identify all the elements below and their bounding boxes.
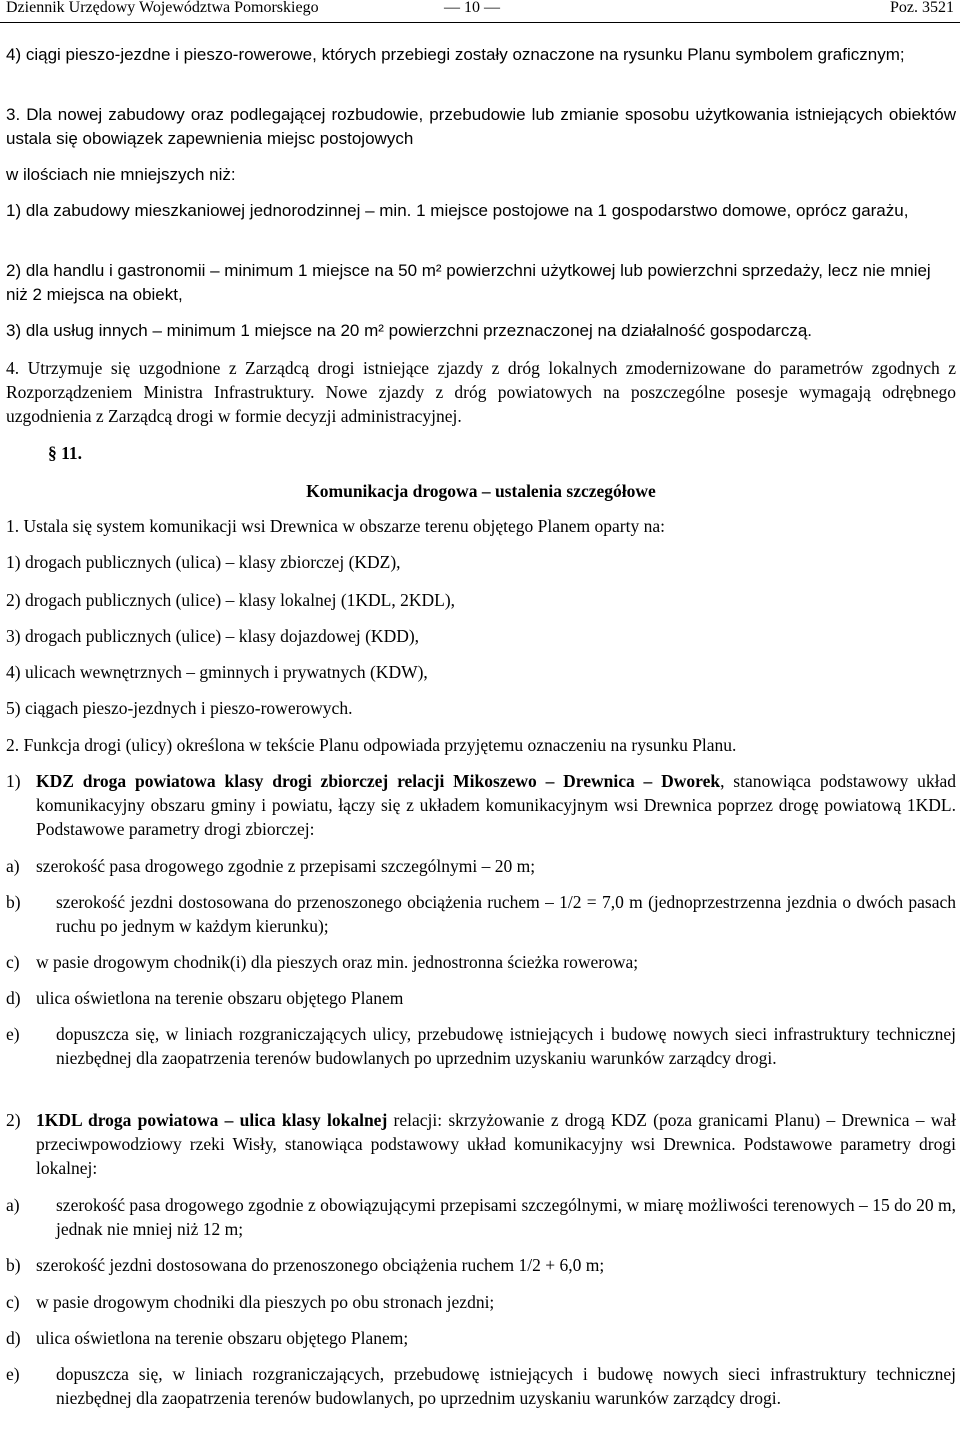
kdl-item-a-text: szerokość pasa drogowego zgodnie z obowiązującymi przepisami szczególnymi, w miarę możliwości terenowych – 15 do 20 m, jednak nie mniej niż 12 m; bbox=[56, 1195, 956, 1239]
paragraph-4-continued: 4) ciągi pieszo-jezdne i pieszo-rowerowe, których przebiegi zostały oznaczone na rysunku Planu symbolem graficznym; bbox=[6, 45, 905, 64]
kdl-item-e bbox=[6, 1362, 956, 1410]
paragraph-3-item-3: 3) dla usług innych – minimum 1 miejsce na 20 m² powierzchni przeznaczonej na działalność gospodarczą. bbox=[6, 321, 813, 340]
kdl-title: 1KDL droga powiatowa – ulica klasy lokalnej bbox=[36, 1110, 388, 1130]
kdl-item-b-text: szerokość jezdni dostosowana do przenoszonego obciążenia ruchem 1/2 + 6,0 m; bbox=[36, 1255, 605, 1275]
kdz-item-c-label: c) bbox=[6, 952, 20, 972]
kdl-number: 2) bbox=[6, 1110, 21, 1130]
kdz-item-d bbox=[6, 986, 956, 1010]
kdz-item-a-label: a) bbox=[6, 856, 20, 876]
journal-title: Dziennik Urzędowy Województwa Pomorskiego bbox=[6, 0, 319, 16]
kdz-description: , stanowiąca podstawowy układ komunikacyjny obszaru gminy i powiatu, łączy się z układem komunikacyjnym wsi Drewnica poprzez drogę powiatową 1KDL. Podstawowe parametry drogi zbiorczej: bbox=[36, 771, 956, 839]
kdl-item-d-text: ulica oświetlona na terenie obszaru objętego Planem; bbox=[36, 1328, 409, 1348]
kdl-item-d-label: d) bbox=[6, 1328, 21, 1348]
point-1: 1. Ustala się system komunikacji wsi Drewnica w obszarze terenu objętego Planem oparty na: bbox=[6, 516, 665, 536]
kdz-item-d-label: d) bbox=[6, 988, 21, 1008]
kdz-item-e-text: dopuszcza się, w liniach rozgraniczających ulicy, przebudowę istniejących i budowę nowych sieci infrastruktury technicznej niezbędnej dla zaopatrzenia terenów budowlanych po uprzednim uzyskaniu warunków zarządcy drogi. bbox=[56, 1024, 956, 1068]
page-header bbox=[6, 0, 954, 19]
kdz-item-e-label: e) bbox=[6, 1024, 20, 1044]
paragraph-4: 4. Utrzymuje się uzgodnione z Zarządcą drogi istniejące zjazdy z dróg lokalnych zmodernizowane do parametrów zgodnych z Rozporządzeniem Ministra Infrastruktury. Nowe zjazdy z dróg powiatowych na poszczególne posesje wymagają odrębnego uzgodnienia z Zarządcą drogi w formie decyzji administracyjnej. bbox=[6, 358, 956, 426]
paragraph-3-subtitle: w ilościach nie mniejszych niż: bbox=[6, 165, 236, 184]
point-1-item-4: 4) ulicach wewnętrznych – gminnych i prywatnych (KDW), bbox=[6, 662, 428, 682]
point-1-item-2: 2) drogach publicznych (ulice) – klasy lokalnej (1KDL, 2KDL), bbox=[6, 590, 456, 610]
kdl-item-c-text: w pasie drogowym chodniki dla pieszych po obu stronach jezdni; bbox=[36, 1292, 495, 1312]
kdl-item-c bbox=[6, 1290, 956, 1314]
kdz-number: 1) bbox=[6, 771, 21, 791]
paragraph-3: 3. Dla nowej zabudowy oraz podlegającej rozbudowie, przebudowie lub zmianie sposobu użytkowania istniejących obiektów ustala się obowiązek zapewnienia miejsc postojowych bbox=[6, 105, 956, 148]
kdz-item-a bbox=[6, 854, 956, 878]
kdl-item-b bbox=[6, 1253, 956, 1277]
point-2: 2. Funkcja drogi (ulicy) określona w tekście Planu odpowiada przyjętemu oznaczeniu na rysunku Planu. bbox=[6, 735, 737, 755]
kdz-item-e bbox=[6, 1022, 956, 1070]
kdl-item-b-label: b) bbox=[6, 1255, 21, 1275]
kdz-item-a-text: szerokość pasa drogowego zgodnie z przepisami szczególnymi – 20 m; bbox=[36, 856, 536, 876]
kdz-item-b bbox=[6, 890, 956, 938]
kdl-item-a bbox=[6, 1193, 956, 1241]
kdl-item-e-label: e) bbox=[6, 1364, 20, 1384]
point-1-item-3: 3) drogach publicznych (ulice) – klasy dojazdowej (KDD), bbox=[6, 626, 420, 646]
kdl-item-d bbox=[6, 1326, 956, 1350]
kdz-item-b-label: b) bbox=[6, 892, 21, 912]
kdl-item-e-text: dopuszcza się, w liniach rozgraniczających, przebudowę istniejących i budowę nowych sieci infrastruktury technicznej niezbędnej dla zaopatrzenia terenów budowlanych, po uprzednim uzyskaniu warunków zarządcy drogi. bbox=[56, 1364, 956, 1408]
kdz-item-c bbox=[6, 950, 956, 974]
point-1-item-1: 1) drogach publicznych (ulica) – klasy zbiorczej (KDZ), bbox=[6, 552, 401, 572]
page-number: — 10 — bbox=[444, 0, 500, 16]
point-1-item-5: 5) ciągach pieszo-jezdnych i pieszo-rowerowych. bbox=[6, 698, 353, 718]
kdz-item-b-text: szerokość jezdni dostosowana do przenoszonego obciążenia ruchem – 1/2 = 7,0 m (jednoprzestrzenna jezdnia o dwóch pasach ruchu po jednym w każdym kierunku); bbox=[56, 892, 956, 936]
kdz-paragraph bbox=[6, 769, 956, 841]
kdl-paragraph bbox=[6, 1108, 956, 1180]
header-rule bbox=[0, 22, 960, 23]
paragraph-3-item-2: 2) dla handlu i gastronomii – minimum 1 miejsce na 50 m² powierzchni użytkowej lub powierzchni sprzedaży, lecz nie mniej niż 2 miejsca na obiekt, bbox=[6, 261, 931, 304]
position-number: Poz. 3521 bbox=[890, 0, 954, 16]
kdl-item-a-label: a) bbox=[6, 1195, 20, 1215]
kdz-title: KDZ droga powiatowa klasy drogi zbiorczej relacji Mikoszewo – Drewnica – Dworek bbox=[36, 771, 721, 791]
section-title: Komunikacja drogowa – ustalenia szczegółowe bbox=[306, 481, 656, 501]
kdl-item-c-label: c) bbox=[6, 1292, 20, 1312]
section-number: § 11. bbox=[48, 443, 83, 463]
paragraph-3-item-1: 1) dla zabudowy mieszkaniowej jednorodzinnej – min. 1 miejsce postojowe na 1 gospodarstwo domowe, oprócz garażu, bbox=[6, 201, 909, 220]
kdz-item-d-text: ulica oświetlona na terenie obszaru objętego Planem bbox=[36, 988, 404, 1008]
kdl-description: relacji: skrzyżowanie z drogą KDZ (poza granicami Planu) – Drewnica – wał przeciwpowodziowy rzeki Wisły, stanowiąca podstawowy układ komunikacyjny wsi Drewnica. Podstawowe parametry drogi lokalnej: bbox=[36, 1110, 956, 1178]
kdz-item-c-text: w pasie drogowym chodnik(i) dla pieszych oraz min. jednostronna ścieżka rowerowa; bbox=[36, 952, 639, 972]
